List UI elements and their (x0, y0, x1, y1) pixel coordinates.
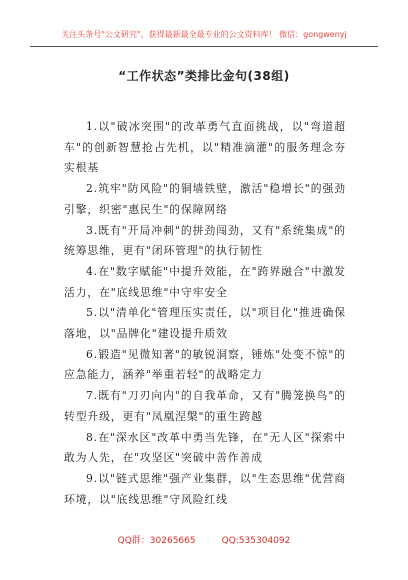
list-item: 9.以"链式思维"强产业集群，以"生态思维"优营商环境，以"底线思维"守风险红线 (64, 471, 346, 506)
list-item: 8.在"深水区"改革中勇当先锋，在"无人区"探索中敢为人先，在"攻坚区"突破中善作善成 (64, 430, 346, 465)
document-title: “工作状态”类排比金句(38组) (118, 69, 290, 83)
list-item: 5.以"清单化"管理压实责任，以"项目化"推进确保落地，以"品牌化"建设提升质效 (64, 306, 346, 341)
header-promo-text: 关注头条号"公文研究"，获得最新最全最专业的公文资料库！ 微信：gongwenyj (61, 30, 347, 39)
list-item: 4.在"数字赋能"中提升效能，在"跨界融合"中激发活力，在"底线思维"中守牢安全 (64, 264, 346, 299)
document-body (64, 117, 346, 510)
list-item: 1.以"破冰突围"的改革勇气直面挑战，以"弯道超车"的创新智慧抢占先机，以"精准滴灌"的服务理念夯实根基 (64, 120, 346, 175)
footer-qq-group: QQ群：30265665 (117, 536, 196, 546)
list-item: 6.锻造"见微知著"的敏锐洞察，锤炼"处变不惊"的应急能力，涵养"举重若轻"的战略定力 (64, 347, 346, 382)
page-header (30, 6, 378, 47)
list-item: 7.既有"刀刃向内"的自我革命，又有"腾笼换鸟"的转型升级，更有"凤凰涅槃"的重生跨越 (64, 389, 346, 423)
list-item: 3.既有"开局冲刺"的拼劲闯劲，又有"系统集成"的统筹思维，更有"闭环管理"的执行韧性 (64, 223, 346, 258)
footer-qq-contact: QQ:535304092 (221, 536, 291, 546)
list-item: 2.筑牢"防风险"的铜墙铁壁，激活"稳增长"的强劲引擎，织密"惠民生"的保障网络 (64, 182, 346, 216)
page-footer (0, 533, 408, 546)
